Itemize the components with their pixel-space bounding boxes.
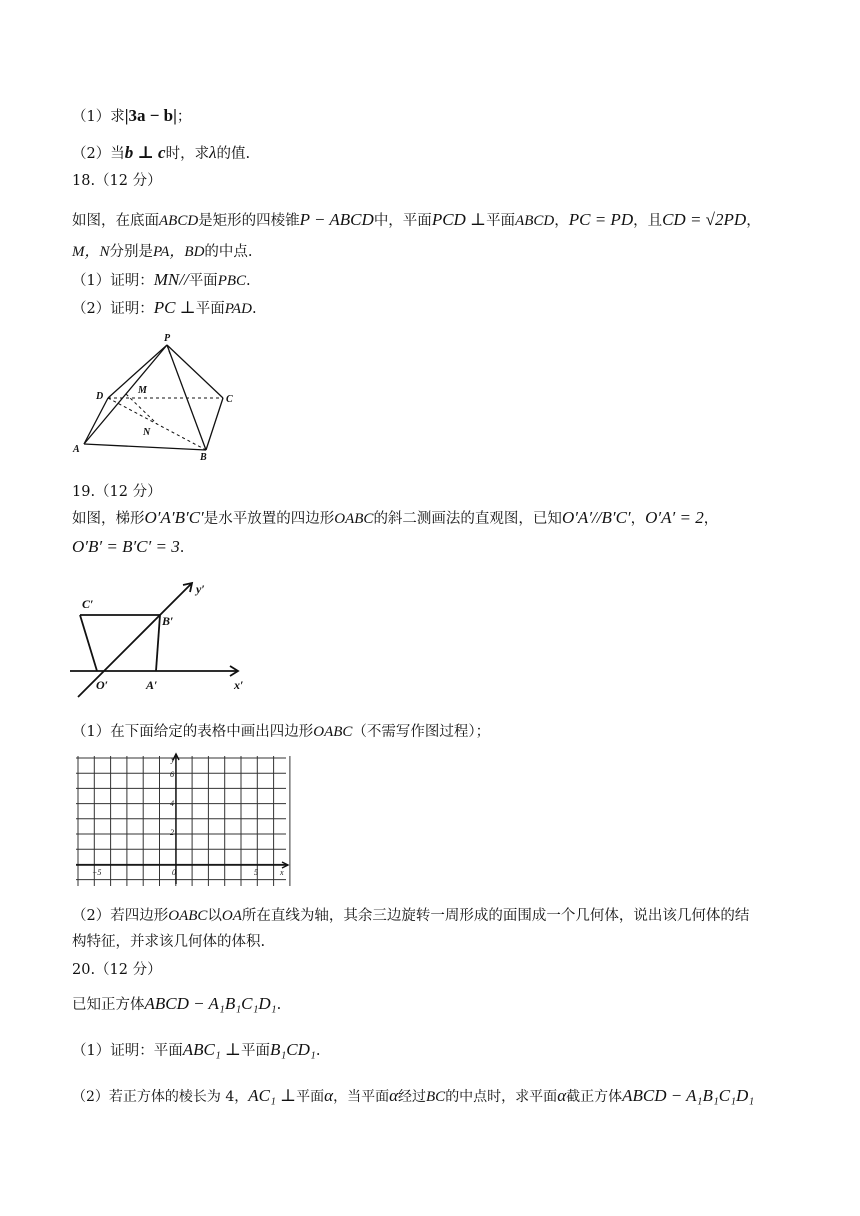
q18-header: 18.（12 分） — [72, 173, 162, 189]
label-o-prime: O′ — [96, 678, 109, 692]
q18-part1: （1）证明：MN//平面PBC. — [72, 270, 251, 289]
label-c-prime: C′ — [82, 597, 94, 611]
grid-label-2: 2 — [170, 828, 174, 837]
edge-ab — [84, 444, 206, 450]
q20-part1: （1）证明：平面ABC₁ ⊥平面B₁CD₁. — [72, 1040, 321, 1059]
grid-label-neg5: −5 — [92, 868, 102, 877]
label-x-prime: x′ — [234, 678, 244, 692]
q20-header: 20.（12 分） — [72, 962, 162, 978]
q18-pyramid-figure — [70, 328, 250, 468]
grid-lines — [76, 756, 290, 886]
q19-header: 19.（12 分） — [72, 484, 162, 500]
q20-part2: （2）若正方体的棱长为 4，AC₁ ⊥平面α，当平面α经过BC的中点时，求平面α截正方体ABCD − A₁B₁C₁D₁ — [72, 1086, 755, 1105]
q18-stem-line2: M，N分别是PA，BD的中点. — [72, 244, 253, 260]
label-a: A — [73, 444, 80, 455]
grid-label-5: 5 — [254, 868, 258, 877]
q17-perp-formula: b ⊥ c — [124, 143, 166, 162]
q19-part1: （1）在下面给定的表格中画出四边形OABC（不需写作图过程）； — [72, 724, 491, 740]
q20-stem: 已知正方体ABCD − A₁B₁C₁D₁. — [72, 994, 282, 1013]
q17-part1: （1）求|3a − b|； — [72, 106, 192, 125]
label-m: M — [138, 385, 147, 396]
q19-stem-line1: 如图，梯形O′A′B′C′是水平放置的四边形OABC的斜二测画法的直观图，已知O′A′//B′C′，O′A′ = 2， — [72, 508, 719, 527]
label-c: C — [226, 394, 233, 405]
q19-grid — [72, 752, 292, 888]
q17-part2: （2）当b ⊥ c时，求λ的值. — [72, 143, 251, 162]
label-b: B — [200, 452, 207, 463]
edge-pc — [167, 345, 223, 398]
q19-intuitive-figure — [70, 575, 260, 700]
label-n: N — [143, 427, 151, 438]
q18-stem-line1: 如图，在底面ABCD是矩形的四棱锥P − ABCD中，平面PCD ⊥平面ABCD，PC = PD，且CD = √2PD， — [72, 210, 761, 229]
edge-ad — [84, 398, 108, 444]
edge-b-a — [156, 615, 160, 671]
edge-bc — [206, 398, 223, 450]
q18-part2: （2）证明：PC ⊥平面PAD. — [72, 298, 257, 317]
label-p: P — [164, 333, 171, 344]
grid-label-y: y — [171, 755, 175, 764]
label-b-prime: B′ — [162, 614, 174, 628]
label-a-prime: A′ — [146, 678, 158, 692]
q17-abs-formula: |3a − b| — [124, 106, 177, 125]
edge-c-o — [80, 615, 97, 671]
grid-label-0: 0 — [172, 868, 176, 877]
label-y-prime: y′ — [196, 582, 205, 596]
label-d: D — [96, 391, 104, 402]
grid-label-6: 6 — [170, 770, 174, 779]
grid-label-4: 4 — [170, 799, 174, 808]
q19-part2-line1: （2）若四边形OABC以OA所在直线为轴，其余三边旋转一周形成的面围成一个几何体，说出该几何体的结 — [72, 908, 750, 924]
grid-label-x: x — [280, 868, 284, 877]
q19-stem-line2: O′B′ = B′C′ = 3. — [72, 537, 185, 556]
q19-part2-line2: 构特征，并求该几何体的体积. — [72, 934, 266, 950]
